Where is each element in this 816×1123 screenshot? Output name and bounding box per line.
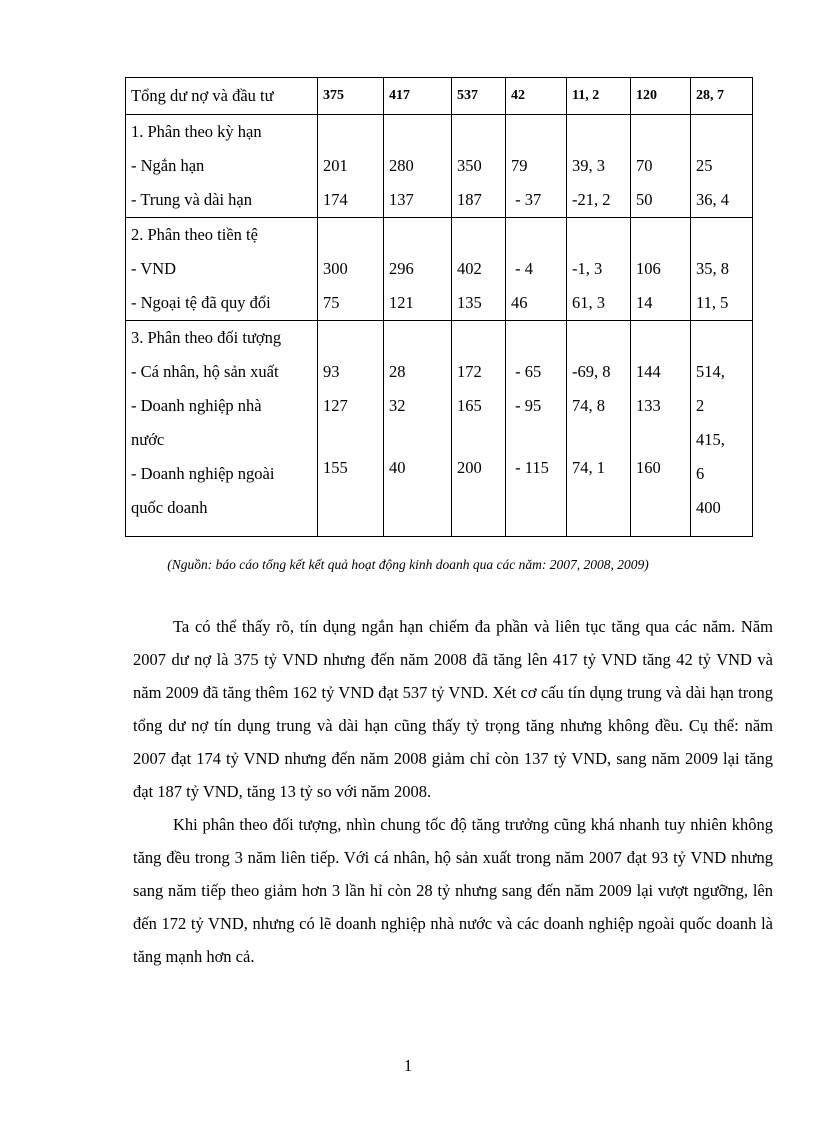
table-cell: 93 127 155	[318, 321, 384, 537]
row-label: 1. Phân theo kỳ hạn - Ngắn hạn - Trung và dài hạn	[126, 115, 318, 218]
table-row	[126, 321, 753, 537]
page-number: 1	[403, 1056, 413, 1075]
table-cell: -1, 3 61, 3	[567, 218, 631, 321]
row-label: 2. Phân theo tiền tệ - VND - Ngoại tệ đã quy đổi	[126, 218, 318, 321]
table-cell: 144 133 160	[631, 321, 691, 537]
table-cell: 28 32 40	[384, 321, 452, 537]
body-text	[133, 610, 773, 973]
table-cell: 106 14	[631, 218, 691, 321]
table-cell: 25 36, 4	[691, 115, 753, 218]
table-cell: 537	[452, 78, 506, 115]
table-cell: 375	[318, 78, 384, 115]
table-cell: 70 50	[631, 115, 691, 218]
table-cell: 514, 2 415, 6 400	[691, 321, 753, 537]
row-label: 3. Phân theo đối tượng - Cá nhân, hộ sản xuất - Doanh nghiệp nhà nước - Doanh nghiệp ngoài quốc doanh	[126, 321, 318, 537]
table-cell: - 65 - 95 - 115	[506, 321, 567, 537]
table-cell: 402 135	[452, 218, 506, 321]
table-cell: 120	[631, 78, 691, 115]
table-cell: 350 187	[452, 115, 506, 218]
table-cell: 11, 2	[567, 78, 631, 115]
table-cell: 79 - 37	[506, 115, 567, 218]
table-row	[126, 218, 753, 321]
table-cell: 42	[506, 78, 567, 115]
paragraph: Khi phân theo đối tượng, nhìn chung tốc độ tăng trưởng cũng khá nhanh tuy nhiên không tăng đều trong 3 năm liên tiếp. Với cá nhân, hộ sản xuất trong năm 2007 đạt 93 tỷ VND nhưng sang năm tiếp theo giảm hơn 3 lần hỉ còn 28 tỷ nhưng sang đến năm 2009 lại vượt ngưỡng, lên đến 172 tỷ VND, nhưng có lẽ doanh nghiệp nhà nước và các doanh nghiệp ngoài quốc doanh là tăng mạnh hơn cả.	[133, 815, 773, 966]
table-cell: 417	[384, 78, 452, 115]
paragraph: Ta có thể thấy rõ, tín dụng ngắn hạn chiếm đa phần và liên tục tăng qua các năm. Năm 2007 dư nợ là 375 tỷ VND nhưng đến năm 2008 đã tăng lên 417 tỷ VND tăng 42 tỷ VND và năm 2009 đã tăng thêm 162 tỷ VND đạt 537 tỷ VND. Xét cơ cấu tín dụng trung và dài hạn trong tổng dư nợ tín dụng trung và dài hạn cũng thấy tỷ trọng tăng nhưng không đều. Cụ thể: năm 2007 đạt 174 tỷ VND nhưng đến năm 2008 giảm chỉ còn 137 tỷ VND, sang năm 2009 lại tăng đạt 187 tỷ VND, tăng 13 tỷ so với năm 2008.	[133, 617, 773, 801]
table-source-note: (Nguồn: báo cáo tổng kết kết quả hoạt động kinh doanh qua các năm: 2007, 2008, 2009)	[167, 557, 649, 572]
table-cell: 35, 8 11, 5	[691, 218, 753, 321]
table-row	[126, 115, 753, 218]
table-row	[126, 78, 753, 115]
table-cell: 39, 3 -21, 2	[567, 115, 631, 218]
row-label: Tổng dư nợ và đầu tư	[126, 78, 318, 115]
table-cell: 300 75	[318, 218, 384, 321]
credit-table	[125, 77, 753, 537]
table-cell: 172 165 200	[452, 321, 506, 537]
table-cell: 280 137	[384, 115, 452, 218]
table-cell: 201 174	[318, 115, 384, 218]
table-cell: - 4 46	[506, 218, 567, 321]
table-cell: 28, 7	[691, 78, 753, 115]
table-cell: -69, 8 74, 8 74, 1	[567, 321, 631, 537]
table-cell: 296 121	[384, 218, 452, 321]
